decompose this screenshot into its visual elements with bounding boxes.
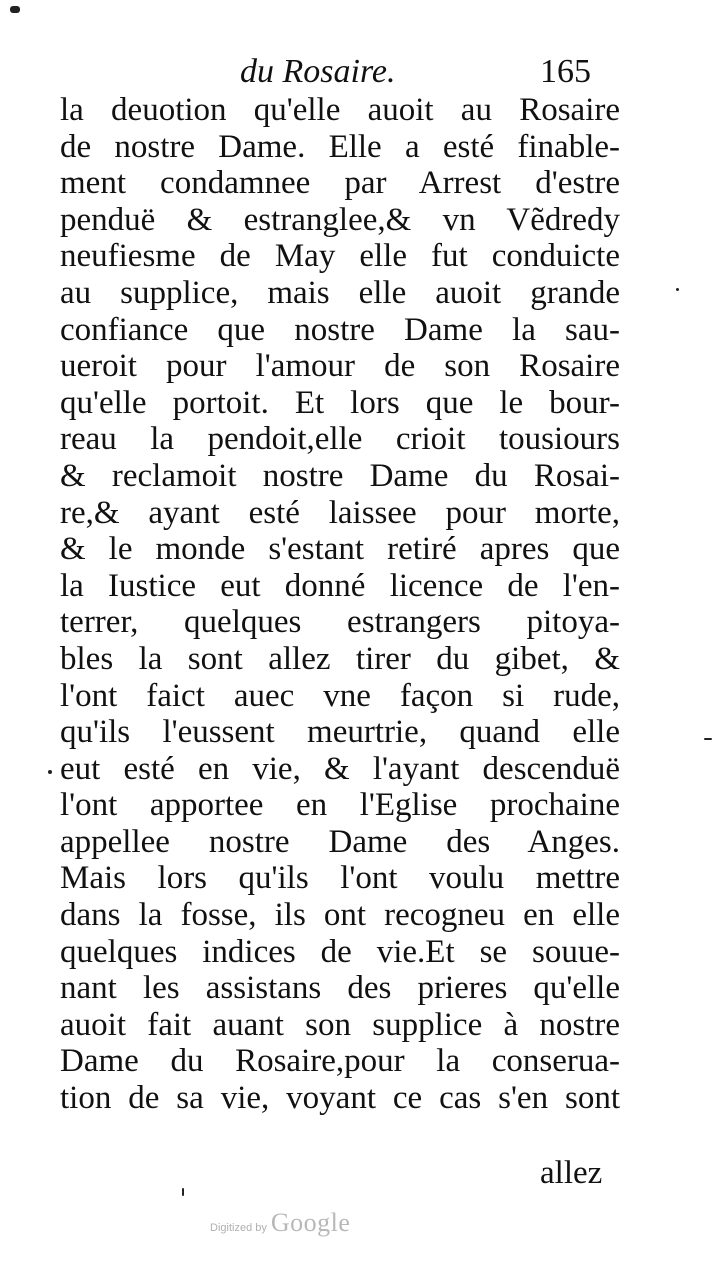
text-line: dans la fosse, ils ont recogneu en elle — [60, 897, 620, 934]
watermark-prefix: Digitized by — [210, 1222, 267, 1234]
text-line: quelques indices de vie.Et se souue- — [60, 933, 620, 970]
catchword: allez — [540, 1155, 603, 1191]
text-line: eut esté en vie, & l'ayant descenduë — [60, 750, 620, 787]
text-line: confiance que nostre Dame la sau- — [60, 311, 620, 348]
text-line: de nostre Dame. Elle a esté finable- — [60, 128, 620, 165]
page-number: 165 — [540, 53, 591, 90]
text-line: Mais lors qu'ils l'ont voulu mettre — [60, 860, 620, 897]
text-line: tion de sa vie, voyant ce cas s'en sont — [60, 1080, 620, 1117]
text-line: la deuotion qu'elle auoit au Rosaire — [60, 92, 620, 128]
text-line: & le monde s'estant retiré apres que — [60, 531, 620, 568]
scan-speck — [704, 738, 712, 740]
watermark-logo: Google — [270, 1208, 351, 1237]
scan-speck — [676, 288, 679, 291]
text-line: neufiesme de May elle fut conduicte — [60, 238, 620, 275]
running-head: du Rosaire. — [240, 53, 396, 90]
text-line: & reclamoit nostre Dame du Rosai- — [60, 457, 620, 494]
text-line: qu'elle portoit. Et lors que le bour- — [60, 384, 620, 421]
text-line: auoit fait auant son supplice à nostre — [60, 1006, 620, 1043]
text-line: terrer, quelques estrangers pitoya- — [60, 604, 620, 641]
text-line: bles la sont allez tirer du gibet, & — [60, 640, 620, 677]
text-line: Dame du Rosaire,pour la conserua- — [60, 1043, 620, 1080]
text-line: la Iustice eut donné licence de l'en- — [60, 567, 620, 604]
scan-speck — [48, 770, 52, 774]
text-line: ment condamnee par Arrest d'estre — [60, 165, 620, 202]
text-line: qu'ils l'eussent meurtrie, quand elle — [60, 714, 620, 751]
body-text — [60, 92, 620, 1117]
digitization-watermark — [210, 1208, 350, 1238]
text-line: re,& ayant esté laissee pour morte, — [60, 494, 620, 531]
scan-speck — [182, 1188, 184, 1196]
text-line: l'ont apportee en l'Eglise prochaine — [60, 787, 620, 824]
text-line: nant les assistans des prieres qu'elle — [60, 970, 620, 1007]
text-line: l'ont faict auec vne façon si rude, — [60, 677, 620, 714]
text-line: penduë & estranglee,& vn Vẽdredy — [60, 201, 620, 238]
text-line: au supplice, mais elle auoit grande — [60, 274, 620, 311]
scan-speck — [10, 6, 20, 13]
text-line: appellee nostre Dame des Anges. — [60, 823, 620, 860]
text-line: reau la pendoit,elle crioit tousiours — [60, 421, 620, 458]
text-line: ueroit pour l'amour de son Rosaire — [60, 348, 620, 385]
